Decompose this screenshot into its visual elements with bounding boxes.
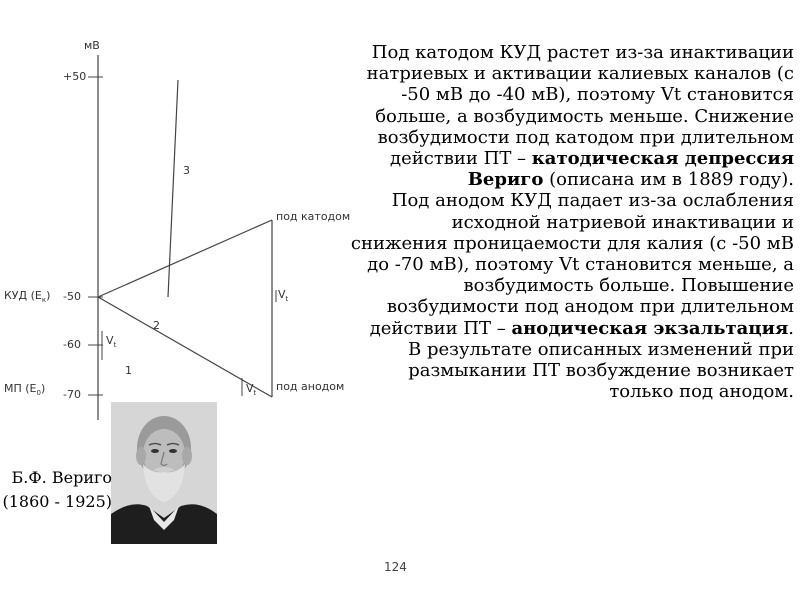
mp-label-text: МП (E [4,382,37,395]
tick-label-plus50: +50 [63,70,87,83]
vt-label-anode: $V_t$ [246,382,257,397]
verigo-portrait [111,402,217,544]
cathode-label: под катодом [276,210,351,223]
vt-label-left: $V_t$ [106,334,117,349]
cathodic-depression-term: катодическая депрессия Вериго [467,148,794,191]
tick-label-minus50: -50 [63,290,81,303]
paragraph-cathode [350,42,794,190]
portrait-photo [111,402,217,544]
anodic-exaltation-term: анодическая экзальтация [511,317,789,339]
kud-label: КУД $(E_к)$ [4,289,51,304]
tick-label-minus70: -70 [63,388,81,401]
cathode-text-end: (описана им в 1889 году). [549,169,794,191]
kud-label-text: КУД (E [4,289,42,302]
kud-label-sub: к [41,296,47,304]
region-label-2: 2 [153,319,160,332]
cathode-line [98,220,272,297]
paragraph-anode [350,190,794,338]
conclusion-text: В результате описанных изменений при размыкании ПТ возбуждение возникает только под анодом. [408,338,794,403]
anode-text-end: . [788,317,794,339]
region-label-1: 1 [125,364,132,377]
caption-name: Б.Ф. Вериго [11,468,112,487]
paragraph-conclusion [350,339,794,403]
page-number: 124 [384,560,407,574]
anode-text: Под анодом КУД падает из-за ослабления исходной натриевой инактивации и снижения проницаемости для калия (с -50 мВ до -70 мВ), поэтому Vt становится меньше, а возбудимость больше. Повышение возбудимости под анодом при длительном действии ПТ – [350,190,794,339]
mp-label-sub: 0 [36,389,41,397]
anode-label: под анодом [276,380,345,393]
caption-years: (1860 - 1925) [2,492,112,511]
portrait-caption [0,466,112,514]
vt-label-right: $V_t$ [278,288,289,303]
mp-label: МП $(E_0)$ [4,382,46,397]
region-label-3: 3 [183,164,190,177]
explanation-text [350,42,794,402]
cathode-text: Под катодом КУД растет из-за инактивации натриевых и активации калиевых каналов (с -50 мВ до -40 мВ), поэтому Vt становится больше, а возбудимость меньше. Снижение возбудимости под катодом при длительном действии ПТ – [366,42,794,170]
tick-label-minus60: -60 [63,338,81,351]
y-axis-unit: мВ [84,39,100,52]
